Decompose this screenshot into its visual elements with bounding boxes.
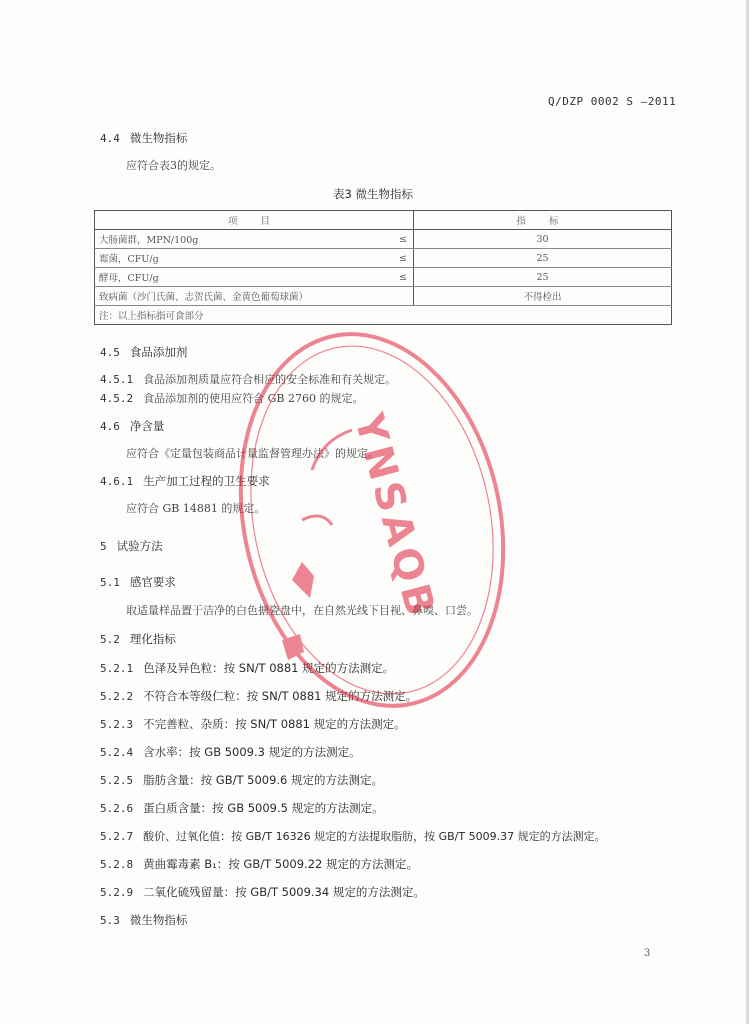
section-5-2-2: 5.2.2 不符合本等级仁粒：按 SN/T 0881 规定的方法测定。 bbox=[100, 689, 418, 703]
section-5-2-7: 5.2.7 酸价、过氧化值：按 GB/T 16326 规定的方法提取脂肪，按 GB/T 5009.37 规定的方法测定。 bbox=[100, 830, 606, 843]
section-5-2-5: 5.2.5 脂肪含量：按 GB/T 5009.6 规定的方法测定。 bbox=[100, 773, 384, 787]
header-item: 项 目 bbox=[95, 211, 414, 230]
section-4-5-heading: 4.5 食品添加剂 bbox=[100, 345, 188, 359]
table-caption: 表3 微生物指标 bbox=[333, 187, 413, 201]
table-row: 大肠菌群，MPN/100g ≤ 30 bbox=[95, 230, 672, 249]
table-note: 注：以上指标指可食部分 bbox=[95, 306, 672, 325]
section-4-6-1-heading: 4.6.1 生产加工过程的卫生要求 bbox=[100, 474, 270, 488]
section-5-2-4: 5.2.4 含水率：按 GB 5009.3 规定的方法测定。 bbox=[100, 745, 361, 759]
section-5-2-3: 5.2.3 不完善粒、杂质：按 SN/T 0881 规定的方法测定。 bbox=[100, 717, 406, 731]
section-5-heading: 5 试验方法 bbox=[100, 539, 163, 553]
section-5-2-heading: 5.2 理化指标 bbox=[100, 632, 176, 646]
section-4-6-1-text: 应符合 GB 14881 的规定。 bbox=[126, 502, 266, 515]
section-5-2-8: 5.2.8 黄曲霉毒素 B₁：按 GB/T 5009.22 规定的方法测定。 bbox=[100, 857, 419, 871]
section-5-2-9: 5.2.9 二氧化硫残留量：按 GB/T 5009.34 规定的方法测定。 bbox=[100, 885, 425, 899]
section-5-2-6: 5.2.6 蛋白质含量：按 GB 5009.5 规定的方法测定。 bbox=[100, 801, 384, 815]
document-number: Q/DZP 0002 S —2011 bbox=[548, 95, 677, 108]
section-4-4-heading: 4.4 微生物指标 bbox=[100, 131, 188, 145]
section-5-1-text: 取适量样品置于洁净的白色搪瓷盘中，在自然光线下目视、鼻嗅、口尝。 bbox=[126, 604, 478, 617]
section-4-4-text: 应符合表3的规定。 bbox=[126, 159, 221, 172]
svg-text:YNSAQB: YNSAQB bbox=[345, 408, 445, 625]
table-row: 霉菌，CFU/g ≤ 25 bbox=[95, 249, 672, 268]
section-5-1-heading: 5.1 感官要求 bbox=[100, 575, 176, 589]
section-4-5-1: 4.5.1 食品添加剂质量应符合相应的安全标准和有关规定。 bbox=[100, 373, 397, 386]
section-4-6-heading: 4.6 净含量 bbox=[100, 419, 165, 433]
page-number: 3 bbox=[644, 948, 651, 959]
table-row: 酵母，CFU/g ≤ 25 bbox=[95, 268, 672, 287]
section-4-6-text: 应符合《定量包装商品计量监督管理办法》的规定。 bbox=[126, 447, 379, 460]
table-row: 致病菌（沙门氏菌、志贺氏菌、金黄色葡萄球菌） 不得检出 bbox=[95, 287, 672, 306]
company-seal-stamp bbox=[232, 320, 512, 720]
header-value: 指 标 bbox=[414, 211, 672, 230]
section-4-5-2: 4.5.2 食品添加剂的使用应符合 GB 2760 的规定。 bbox=[100, 392, 364, 405]
section-5-2-1: 5.2.1 色泽及异色粒：按 SN/T 0881 规定的方法测定。 bbox=[100, 661, 395, 675]
microbial-table bbox=[94, 210, 672, 325]
section-5-3-heading: 5.3 微生物指标 bbox=[100, 913, 188, 927]
table-header-row bbox=[95, 211, 672, 230]
